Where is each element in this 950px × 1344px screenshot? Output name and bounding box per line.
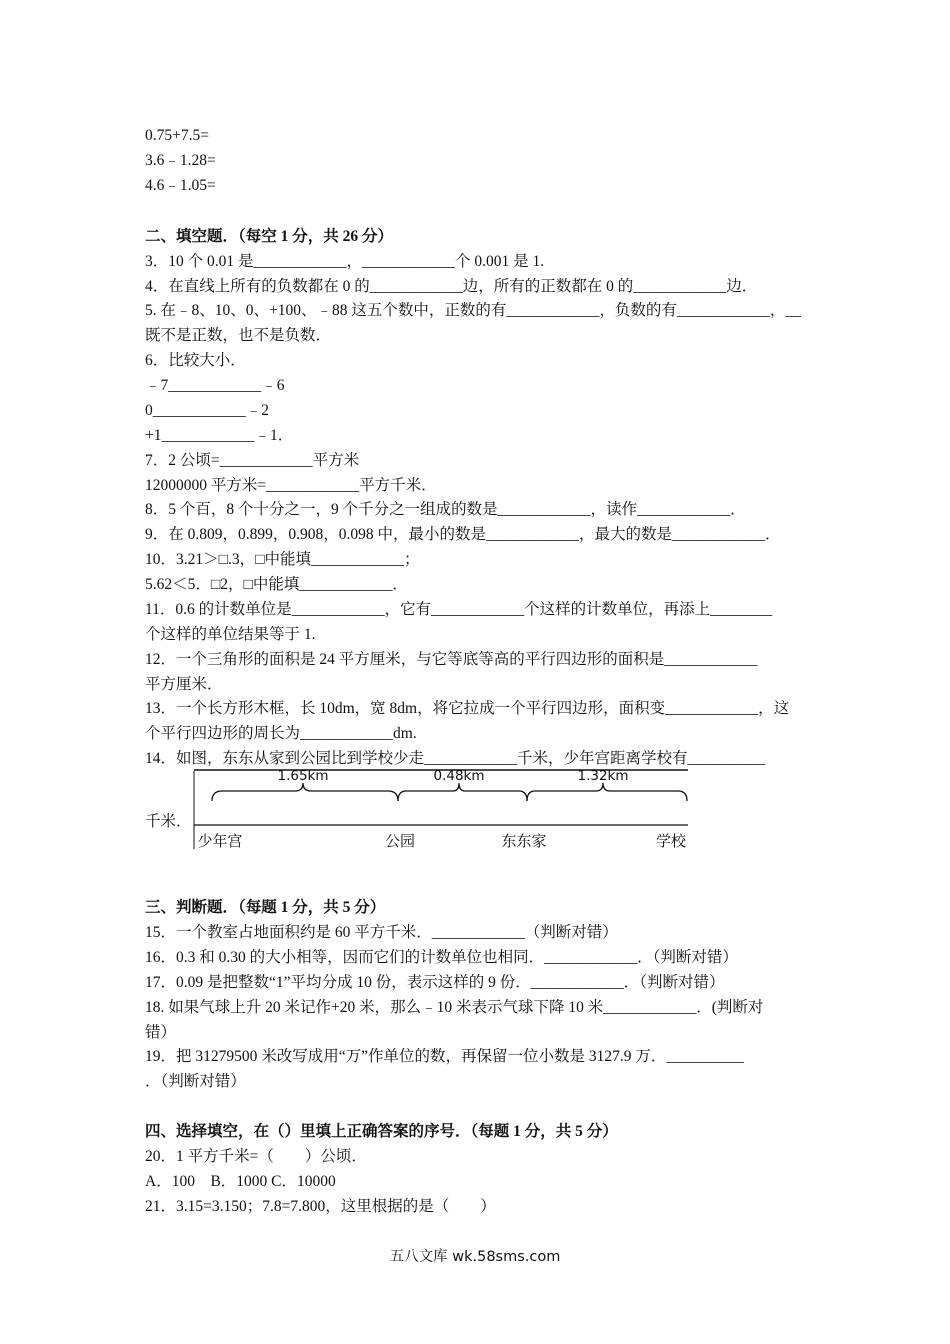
question-8: 8．5 个百，8 个十分之一，9 个千分之一组成的数是____________，读作____________． <box>145 501 746 518</box>
question-15: 15．一个教室占地面积约是 60 平方千米．____________（判断对错） <box>145 924 618 941</box>
question-13-cont: 个平行四边形的周长为____________dm. <box>145 725 417 742</box>
question-14: 14．如图，东东从家到公园比到学校少走____________千米，少年宫距离学校有__________ <box>145 750 766 767</box>
question-19: 19．把 31279500 米改写成用“万”作单位的数，再保留一位小数是 3127.9 万．__________ <box>145 1048 744 1065</box>
question-10: 10．3.21＞□.3，□中能填____________； <box>145 551 420 568</box>
place-label-school: 学校 <box>655 832 687 850</box>
question-12-cont: 平方厘米． <box>145 676 223 693</box>
question-13: 13．一个长方形木框，长 10dm，宽 8dm，将它拉成一个平行四边形，面积变____________，这 <box>145 700 790 717</box>
section-heading-true-false: 三、判断题．（每题 1 分，共 5 分） <box>145 899 386 916</box>
question-6: 6．比较大小． <box>145 352 246 369</box>
question-6-c: +1____________﹣1． <box>145 427 294 444</box>
page-footer: 五八文库 wk.58sms.com <box>389 1249 561 1265</box>
place-label-park: 公园 <box>384 832 416 850</box>
brace-1 <box>212 783 398 801</box>
calc-line-2: 3.6﹣1.28= <box>145 152 216 169</box>
brace-3 <box>527 783 687 801</box>
calc-line-3: 4.6﹣1.05= <box>145 177 216 194</box>
question-3: 3．10 个 0.01 是____________，____________个 0.001 是 1. <box>145 253 545 270</box>
question-9: 9．在 0.809，0.899，0.908，0.098 中，最小的数是____________，最大的数是____________． <box>145 526 781 543</box>
distance-diagram <box>193 769 690 851</box>
place-label-youth-palace: 少年宫 <box>197 832 243 850</box>
question-21: 21．3.15=3.150；7.8=7.800，这里根据的是（ ） <box>145 1198 496 1215</box>
segment-label-2: 0.48km <box>433 769 485 784</box>
question-17: 17．0.09 是把整数“1”平均分成 10 份，表示这样的 9 份．____________．（判断对错） <box>145 974 725 991</box>
segment-label-3: 1.32km <box>577 769 629 784</box>
question-20: 20．1 平方千米=（ ）公顷． <box>145 1148 367 1165</box>
question-16: 16．0.3 和 0.30 的大小相等，因而它们的计数单位也相同．____________．（判断对错） <box>145 949 738 966</box>
calc-line-1: 0.75+7.5= <box>145 127 209 144</box>
question-11: 11．0.6 的计数单位是____________，它有____________个这样的计数单位，再添上________ <box>145 601 773 618</box>
question-12: 12．一个三角形的面积是 24 平方厘米，与它等底等高的平行四边形的面积是____________ <box>145 651 758 668</box>
question-7: 7．2 公顷=____________平方米 <box>145 452 360 469</box>
section-heading-fill-blank: 二、填空题．（每空 1 分，共 26 分） <box>145 228 394 245</box>
place-label-home: 东东家 <box>501 832 547 850</box>
question-4: 4．在直线上所有的负数都在 0 的____________边，所有的正数都在 0 的____________边． <box>145 278 758 295</box>
brace-2 <box>398 783 527 801</box>
question-18: 18. 如果气球上升 20 米记作+20 米，那么﹣10 米表示气球下降 10 米____________．(判断对 <box>145 999 764 1016</box>
question-7-cont: 12000000 平方米=____________平方千米． <box>145 477 437 494</box>
question-18-cont: 错） <box>145 1024 177 1041</box>
question-6-a: ﹣7____________﹣6 <box>145 377 285 394</box>
section-heading-choice: 四、选择填空，在（）里填上正确答案的序号．（每题 1 分，共 5 分） <box>145 1123 618 1140</box>
question-6-b: 0____________﹣2 <box>145 402 270 419</box>
question-10-cont: 5.62＜5．□2，□中能填____________． <box>145 576 408 593</box>
question-14-cont: 千米． <box>145 813 192 830</box>
question-20-options: A．100 B．1000 C．10000 <box>145 1173 336 1190</box>
question-5-cont: 既不是正数，也不是负数． <box>145 327 332 344</box>
question-11-cont: 个这样的单位结果等于 1. <box>145 626 316 643</box>
question-19-cont: ．（判断对错） <box>145 1073 246 1090</box>
segment-label-1: 1.65km <box>277 769 329 784</box>
question-5: 5. 在﹣8、10、0、+100、﹣88 这五个数中，正数的有____________，负数的有____________，__ <box>145 302 801 319</box>
